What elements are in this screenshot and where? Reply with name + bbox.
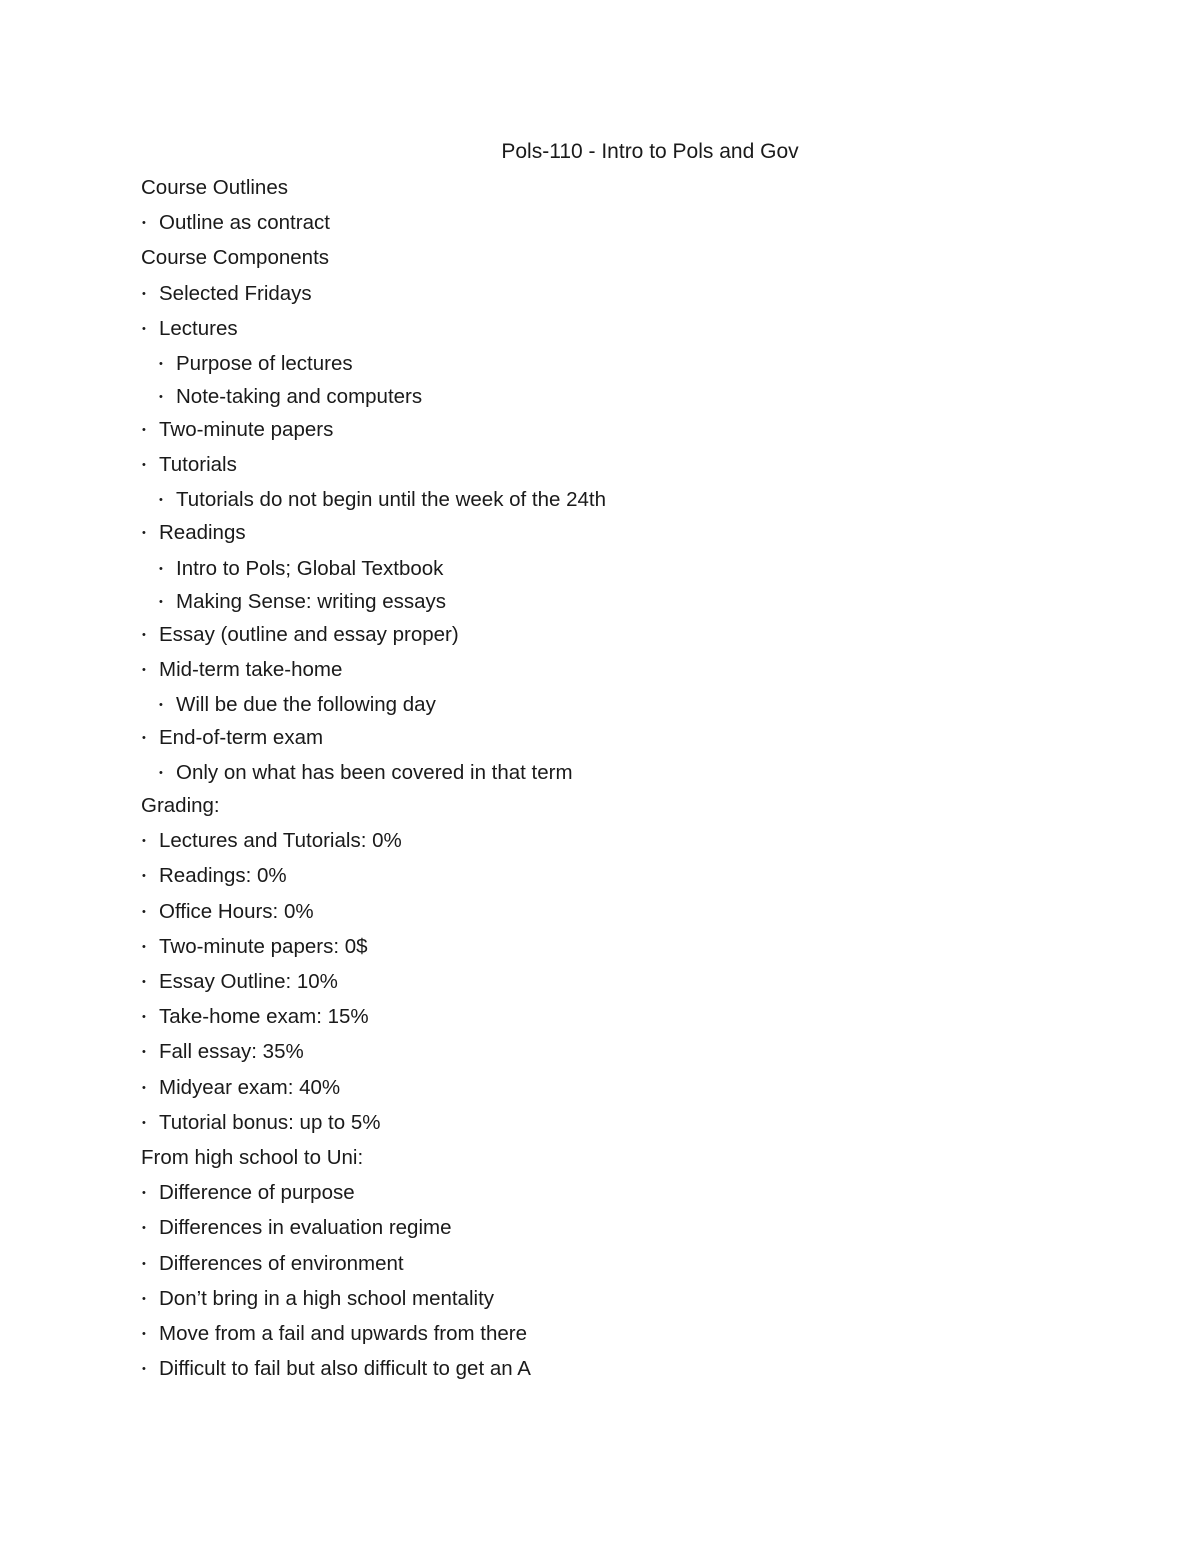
line-text: Two-minute papers: 0$	[159, 934, 368, 958]
document-body	[141, 173, 1141, 1389]
sub-bullet-item	[141, 587, 1141, 620]
line-text: Fall essay: 35%	[159, 1040, 304, 1064]
bullet-icon: •	[142, 1327, 146, 1340]
sub-bullet-item	[141, 382, 1141, 415]
bullet-icon: •	[159, 562, 163, 575]
bullet-icon: •	[142, 1363, 146, 1376]
bullet-icon: •	[142, 287, 146, 300]
sub-bullet-item	[141, 554, 1141, 587]
bullet-item	[141, 1178, 1141, 1213]
line-text: Course Components	[141, 246, 330, 270]
bullet-icon: •	[142, 1046, 146, 1059]
line-text: Only on what has been covered in that term	[176, 761, 573, 785]
bullet-icon: •	[142, 217, 146, 230]
sub-bullet-item	[141, 485, 1141, 518]
bullet-icon: •	[159, 767, 163, 780]
line-text: End-of-term exam	[159, 725, 324, 749]
bullet-item	[141, 1319, 1141, 1354]
bullet-icon: •	[142, 1292, 146, 1305]
bullet-icon: •	[142, 459, 146, 472]
bullet-item	[141, 897, 1141, 932]
bullet-icon: •	[142, 1011, 146, 1024]
bullet-item	[141, 932, 1141, 967]
line-text: Difference of purpose	[159, 1181, 355, 1205]
line-text: Outline as contract	[159, 211, 330, 235]
line-text: Tutorials	[159, 453, 237, 477]
bullet-icon: •	[159, 494, 163, 507]
bullet-item	[141, 1249, 1141, 1284]
line-text: Selected Fridays	[159, 281, 312, 305]
bullet-icon: •	[142, 423, 146, 436]
bullet-item	[141, 1108, 1141, 1143]
bullet-item	[141, 415, 1141, 450]
bullet-icon: •	[142, 940, 146, 953]
line-text: Office Hours: 0%	[159, 899, 314, 923]
line-text: Move from a fail and upwards from there	[159, 1321, 528, 1345]
line-text: Take-home exam: 15%	[159, 1005, 369, 1029]
sub-bullet-item	[141, 758, 1141, 791]
bullet-item	[141, 1284, 1141, 1319]
bullet-icon: •	[142, 731, 146, 744]
bullet-item	[141, 1037, 1141, 1072]
bullet-icon: •	[142, 663, 146, 676]
line-text: Note-taking and computers	[176, 384, 423, 408]
line-text: Essay (outline and essay proper)	[159, 622, 459, 646]
bullet-icon: •	[142, 322, 146, 335]
sub-bullet-item	[141, 349, 1141, 382]
bullet-icon: •	[142, 1081, 146, 1094]
line-text: Midyear exam: 40%	[159, 1075, 341, 1099]
line-text: Tutorial bonus: up to 5%	[159, 1110, 381, 1134]
line-text: Differences of environment	[159, 1251, 404, 1275]
bullet-item	[141, 723, 1141, 758]
bullet-item	[141, 826, 1141, 861]
bullet-icon: •	[159, 357, 163, 370]
document-title: Pols-110 - Intro to Pols and Gov	[501, 140, 799, 163]
sub-bullet-item	[141, 690, 1141, 723]
line-text: Grading:	[141, 794, 220, 818]
bullet-item	[141, 655, 1141, 690]
bullet-item	[141, 620, 1141, 655]
line-text: Don’t bring in a high school mentality	[159, 1286, 495, 1310]
line-text: Difficult to fail but also difficult to get an A	[159, 1357, 531, 1381]
bullet-item	[141, 861, 1141, 896]
bullet-item	[141, 1002, 1141, 1037]
bullet-icon: •	[142, 1222, 146, 1235]
bullet-icon: •	[159, 698, 163, 711]
bullet-icon: •	[142, 1187, 146, 1200]
bullet-item	[141, 1354, 1141, 1389]
bullet-item	[141, 450, 1141, 485]
bullet-icon: •	[142, 1257, 146, 1270]
bullet-icon: •	[142, 1116, 146, 1129]
bullet-icon: •	[142, 835, 146, 848]
section-heading	[141, 243, 1141, 278]
line-text: Making Sense: writing essays	[176, 589, 447, 613]
line-text: Purpose of lectures	[176, 351, 353, 375]
section-heading	[141, 173, 1141, 208]
line-text: Will be due the following day	[176, 692, 436, 716]
line-text: Readings: 0%	[159, 864, 287, 888]
bullet-icon: •	[142, 905, 146, 918]
line-text: Two-minute papers	[159, 417, 334, 441]
bullet-icon: •	[142, 527, 146, 540]
bullet-item	[141, 1073, 1141, 1108]
line-text: Differences in evaluation regime	[159, 1216, 452, 1240]
bullet-icon: •	[142, 870, 146, 883]
bullet-icon: •	[142, 976, 146, 988]
line-text: Mid-term take-home	[159, 657, 343, 681]
bullet-item	[141, 1213, 1141, 1248]
bullet-item	[141, 279, 1141, 314]
section-heading	[141, 1143, 1141, 1178]
bullet-item	[141, 518, 1141, 553]
line-text: Essay Outline: 10%	[159, 970, 338, 993]
bullet-item	[141, 967, 1141, 1002]
line-text: Readings	[159, 521, 246, 545]
line-text: Intro to Pols; Global Textbook	[176, 556, 444, 580]
line-text: Lectures and Tutorials: 0%	[159, 829, 402, 853]
bullet-icon: •	[142, 628, 146, 641]
line-text: Tutorials do not begin until the week of the 24th	[176, 488, 607, 512]
bullet-icon: •	[159, 390, 163, 403]
line-text: Course Outlines	[141, 176, 288, 199]
bullet-icon: •	[159, 595, 163, 608]
bullet-item	[141, 314, 1141, 349]
section-heading	[141, 791, 1141, 826]
line-text: Lectures	[159, 316, 238, 340]
bullet-item	[141, 208, 1141, 243]
line-text: From high school to Uni:	[141, 1145, 364, 1169]
